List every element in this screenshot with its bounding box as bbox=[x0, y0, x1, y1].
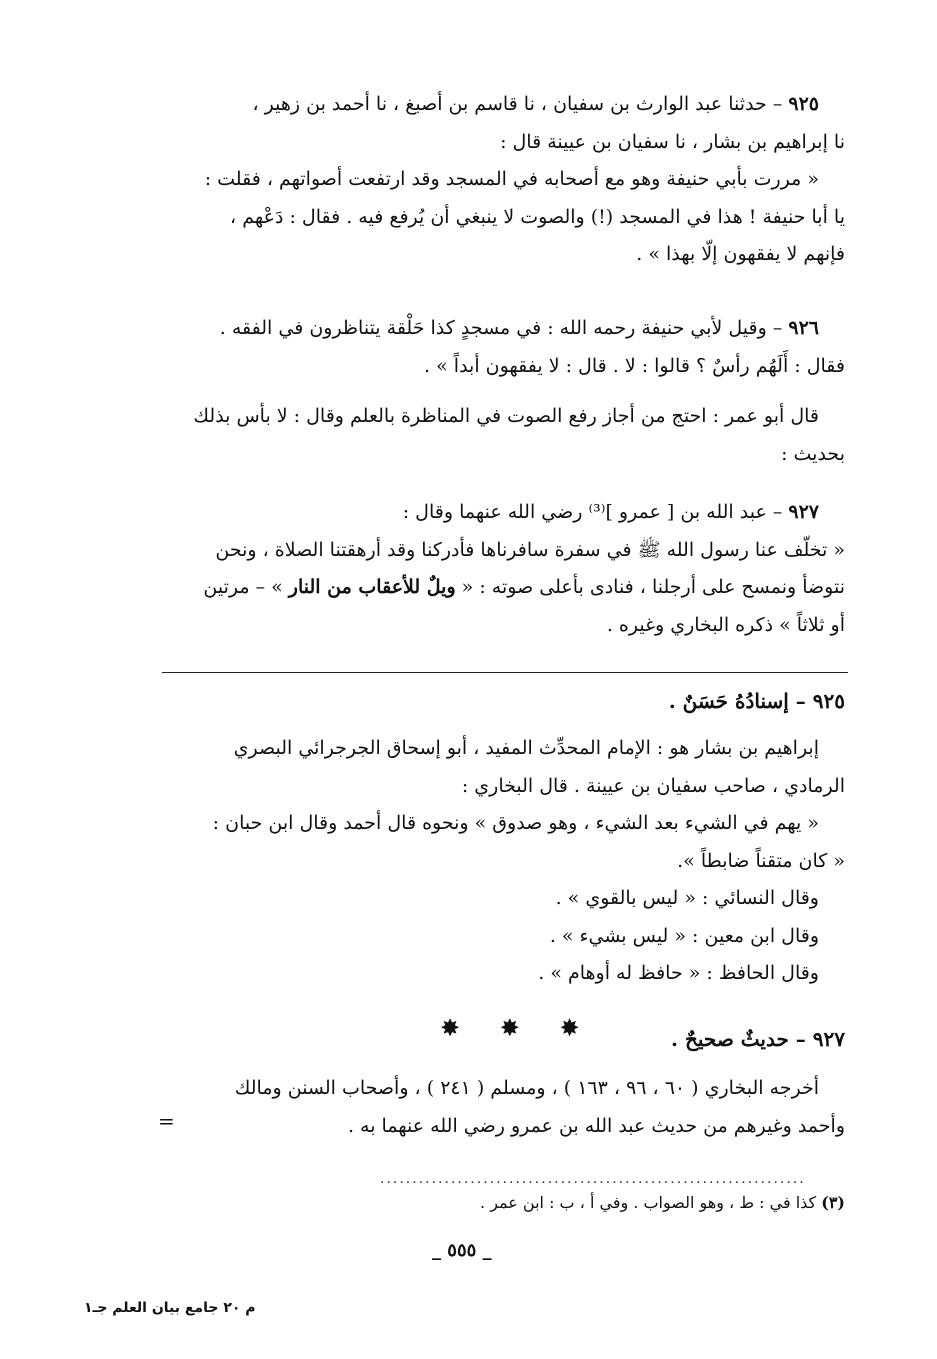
hadith-925-line-5: فإنهم لا يفقهون إلّا بهذا » . bbox=[636, 243, 845, 265]
commentary-927 bbox=[155, 1070, 845, 1145]
abu-umar-line-1: قال أبو عمر : احتج من أجاز رفع الصوت في المناظرة بالعلم وقال : لا بأس بذلك bbox=[193, 405, 819, 427]
hadith-925-line-2: نا إبراهيم بن بشار ، نا سفيان بن عيينة قال : bbox=[500, 130, 845, 153]
commentary-925-heading: ٩٢٥ – إسنادُهُ حَسَنٌ . bbox=[668, 689, 845, 713]
commentary-927-line-1: أخرجه البخاري ( ٦٠ ، ٩٦ ، ١٦٣ ) ، ومسلم ( ٢٤١ ) ، وأصحاب السنن ومالك bbox=[234, 1077, 819, 1099]
commentary-divider bbox=[162, 672, 848, 673]
separator-stars: ✸ ✸ ✸ bbox=[440, 1014, 596, 1042]
commentary-925 bbox=[155, 730, 845, 993]
hadith-927-line-4: أو ثلاثاً » ذكره البخاري وغيره . bbox=[606, 613, 845, 636]
commentary-925-line-1: إبراهيم بن بشار هو : الإمام المحدِّث المفيد ، أبو إسحاق الجرجرائي البصري bbox=[233, 737, 819, 759]
hadith-927 bbox=[155, 494, 845, 644]
commentary-925-line-5: وقال النسائي : « ليس بالقوي » . bbox=[555, 887, 819, 909]
page-number: _ ٥٥٥ _ bbox=[432, 1240, 492, 1261]
hadith-927-line-1: ٩٢٧ – عبد الله بن [ عمرو ]⁽³⁾ رضي الله عنهما وقال : bbox=[402, 501, 819, 523]
commentary-925-line-2: الرمادي ، صاحب سفيان بن عيينة . قال البخاري : bbox=[461, 774, 845, 797]
commentary-927-heading: ٩٢٧ – حديثٌ صحيحٌ . bbox=[671, 1027, 845, 1051]
hadith-925-line-4: يا أبا حنيفة ! هذا في المسجد (!) والصوت لا ينبغي أن يُرفع فيه . فقال : دَعْهم ، bbox=[230, 205, 845, 228]
hadith-926-line-1: ٩٢٦ – وقيل لأبي حنيفة رحمه الله : في مسجدٍ كذا حَلْقة يتناظرون في الفقه . bbox=[219, 317, 819, 339]
hadith-number: ٩٢٧ bbox=[788, 501, 819, 523]
hadith-number: ٩٢٦ bbox=[788, 317, 819, 339]
footnote-marker: (٣) bbox=[821, 1193, 845, 1212]
hadith-number: ٩٢٥ bbox=[788, 93, 819, 115]
commentary-925-line-4: « كان متقناً ضابطاً ». bbox=[677, 849, 845, 872]
abu-umar-line-2: بحديث : bbox=[781, 442, 845, 465]
hadith-925-line-1: ٩٢٥ – حدثنا عبد الوارث بن سفيان ، نا قاسم بن أصبغ ، نا أحمد بن زهير ، bbox=[252, 93, 819, 115]
abu-umar-paragraph bbox=[155, 398, 845, 473]
prophetic-saying: ويلٌ للأعقاب من النار bbox=[288, 576, 456, 598]
footnote-text: كذا في : ط ، وهو الصواب . وفي أ ، ب : ابن عمر . bbox=[480, 1193, 822, 1212]
printer-signature: م ٢٠ جامع بيان العلم جـ١ bbox=[84, 1300, 256, 1316]
commentary-925-line-6: وقال ابن معين : « ليس بشيء » . bbox=[549, 924, 819, 947]
hadith-926-line-2: فقال : أَلَهُم رأسٌ ؟ قالوا : لا . قال : لا يفقهون أبداً » . bbox=[424, 354, 845, 377]
commentary-927-line-2: وأحمد وغيرهم من حديث عبد الله بن عمرو رضي الله عنهما به . bbox=[347, 1114, 845, 1137]
footnote bbox=[480, 1193, 845, 1212]
hadith-927-line-2: « تخلّف عنا رسول الله ﷺ في سفرة سافرناها فأدركنا وقد أرهقتنا الصلاة ، ونحن bbox=[215, 538, 845, 561]
commentary-925-line-7: وقال الحافظ : « حافظ له أوهام » . bbox=[538, 962, 819, 984]
commentary-925-line-3: « يهم في الشيء بعد الشيء ، وهو صدوق » ونحوه قال أحمد وقال ابن حبان : bbox=[212, 812, 819, 834]
hadith-925 bbox=[155, 86, 845, 274]
hadith-925-line-3: « مررت بأبي حنيفة وهو مع أصحابه في المسجد وقد ارتفعت أصواتهم ، فقلت : bbox=[204, 168, 819, 190]
hadith-927-line-3: نتوضأ ونمسح على أرجلنا ، فنادى بأعلى صوته : « ويلٌ للأعقاب من النار » – مرتين bbox=[203, 576, 845, 598]
footnote-separator: .................................................................. bbox=[380, 1171, 806, 1187]
hadith-926 bbox=[155, 310, 845, 385]
continuation-mark: = bbox=[158, 1109, 175, 1133]
